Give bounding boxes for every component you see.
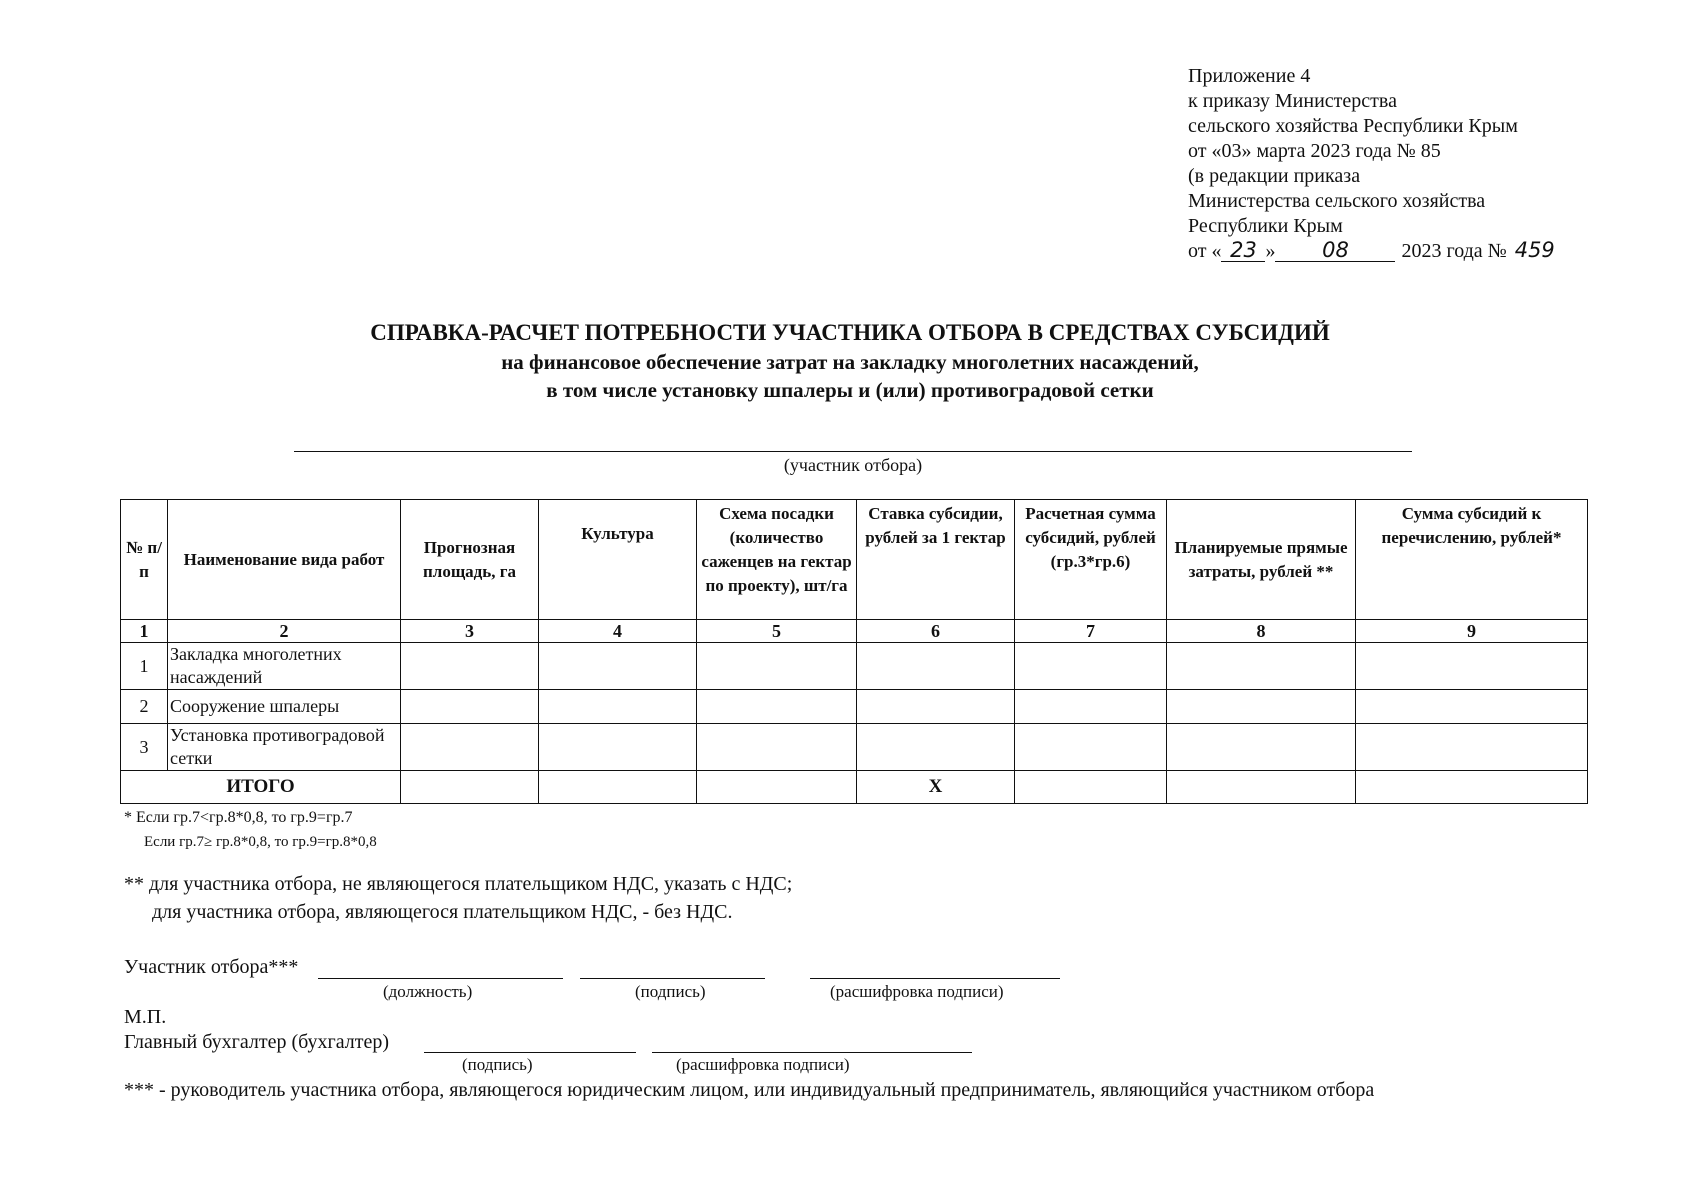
accountant-signature-label: Главный бухгалтер (бухгалтер) <box>124 1031 390 1053</box>
cell-calc-sum[interactable] <box>1015 643 1167 690</box>
total-area[interactable] <box>401 771 539 804</box>
annex-date-prefix: от « <box>1188 240 1222 262</box>
annex-line: к приказу Министерства <box>1188 90 1397 112</box>
handwritten-month: 08 <box>1275 239 1395 262</box>
position-field[interactable] <box>318 978 563 979</box>
total-rate-mark: Х <box>857 771 1015 804</box>
cell-transfer-sum[interactable] <box>1356 643 1588 690</box>
column-number: 9 <box>1356 620 1588 643</box>
cell-transfer-sum[interactable] <box>1356 690 1588 724</box>
accountant-decode-caption: (расшифровка подписи) <box>676 1055 850 1074</box>
signature-caption: (подпись) <box>635 982 706 1001</box>
table-row <box>121 643 1588 690</box>
cell-area[interactable] <box>401 690 539 724</box>
annex-date-line <box>1188 239 1563 264</box>
header-cell-transfer-sum: Сумма субсидий к перечислению, рублей* <box>1356 500 1588 620</box>
footnote-line: * Если гр.7<гр.8*0,8, то гр.9=гр.7 <box>124 809 353 826</box>
footnote-line: для участника отбора, являющегося плательщиком НДС, - без НДС. <box>152 901 733 923</box>
participant-signature-label: Участник отбора*** <box>124 956 299 978</box>
total-row <box>121 771 1588 804</box>
cell-culture[interactable] <box>539 724 697 771</box>
header-cell-num: № п/п <box>121 500 168 620</box>
cell-scheme[interactable] <box>697 643 857 690</box>
cell-calc-sum[interactable] <box>1015 724 1167 771</box>
total-scheme[interactable] <box>697 771 857 804</box>
title-line: СПРАВКА-РАСЧЕТ ПОТРЕБНОСТИ УЧАСТНИКА ОТБОРА В СРЕДСТВАХ СУБСИДИЙ <box>370 320 1330 345</box>
position-caption: (должность) <box>383 982 473 1001</box>
participant-underline <box>294 451 1412 452</box>
total-transfer-sum[interactable] <box>1356 771 1588 804</box>
total-label: ИТОГО <box>121 771 401 804</box>
header-cell-name: Наименование вида работ <box>168 500 401 620</box>
annex-line: от «03» марта 2023 года № 85 <box>1188 140 1441 162</box>
total-culture[interactable] <box>539 771 697 804</box>
cell-planned-costs[interactable] <box>1167 690 1356 724</box>
cell-culture[interactable] <box>539 643 697 690</box>
header-cell-culture: Культура <box>539 500 697 620</box>
annex-line: сельского хозяйства Республики Крым <box>1188 115 1518 137</box>
subtitle-line: на финансовое обеспечение затрат на закладку многолетних насаждений, <box>501 350 1199 374</box>
cell-area[interactable] <box>401 724 539 771</box>
table-row <box>121 690 1588 724</box>
signature-decode-caption: (расшифровка подписи) <box>830 982 1004 1001</box>
row-work-name: Закладка многолетних насаждений <box>168 643 401 690</box>
accountant-decode-field[interactable] <box>652 1052 972 1053</box>
signature-field[interactable] <box>580 978 765 979</box>
column-number: 5 <box>697 620 857 643</box>
column-number: 8 <box>1167 620 1356 643</box>
handwritten-number: 459 <box>1514 238 1555 262</box>
cell-rate[interactable] <box>857 690 1015 724</box>
participant-caption: (участник отбора) <box>783 455 923 475</box>
handwritten-day: 23 <box>1221 239 1265 262</box>
cell-planned-costs[interactable] <box>1167 643 1356 690</box>
cell-transfer-sum[interactable] <box>1356 724 1588 771</box>
cell-rate[interactable] <box>857 643 1015 690</box>
column-number-row <box>121 620 1588 643</box>
cell-culture[interactable] <box>539 690 697 724</box>
footnote-line: ** для участника отбора, не являющегося плательщиком НДС, указать с НДС; <box>124 873 793 895</box>
annex-year: 2023 года № <box>1401 240 1507 262</box>
cell-planned-costs[interactable] <box>1167 724 1356 771</box>
accountant-signature-field[interactable] <box>424 1052 636 1053</box>
cell-calc-sum[interactable] <box>1015 690 1167 724</box>
row-work-name: Сооружение шпалеры <box>168 690 401 724</box>
total-calc-sum[interactable] <box>1015 771 1167 804</box>
annex-line: Приложение 4 <box>1188 65 1311 87</box>
row-work-name: Установка противоградовой сетки <box>168 724 401 771</box>
document-title <box>0 318 1700 404</box>
column-number: 1 <box>121 620 168 643</box>
header-cell-scheme: Схема посадки (количество саженцев на гектар по проекту), шт/га <box>697 500 857 620</box>
table-header-row <box>121 500 1588 620</box>
accountant-signature-caption: (подпись) <box>462 1055 533 1074</box>
row-number: 1 <box>121 643 168 690</box>
column-number: 4 <box>539 620 697 643</box>
signature-decode-field[interactable] <box>810 978 1060 979</box>
header-cell-planned-costs: Планируемые прямые затраты, рублей ** <box>1167 500 1356 620</box>
column-number: 3 <box>401 620 539 643</box>
header-cell-calc-sum: Расчетная сумма субсидий, рублей (гр.3*гр.6) <box>1015 500 1167 620</box>
footnote-single-star <box>124 806 377 854</box>
subtitle-line: в том числе установку шпалеры и (или) противоградовой сетки <box>546 378 1154 402</box>
table-row <box>121 724 1588 771</box>
annex-line: Республики Крым <box>1188 215 1343 237</box>
total-planned-costs[interactable] <box>1167 771 1356 804</box>
footnote-double-star <box>124 870 792 926</box>
stamp-place: М.П. <box>124 1006 167 1028</box>
footnote-line: Если гр.7≥ гр.8*0,8, то гр.9=гр.8*0,8 <box>144 834 377 850</box>
header-cell-rate: Ставка субсидии, рублей за 1 гектар <box>857 500 1015 620</box>
annex-quote-close: » <box>1265 240 1276 262</box>
calculation-table <box>120 499 1588 804</box>
cell-rate[interactable] <box>857 724 1015 771</box>
footnote-triple-star: *** - руководитель участника отбора, являющегося юридическим лицом, или индивидуальный предприниматель, являющийся участником отбора <box>124 1079 1375 1101</box>
cell-area[interactable] <box>401 643 539 690</box>
cell-scheme[interactable] <box>697 690 857 724</box>
cell-scheme[interactable] <box>697 724 857 771</box>
column-number: 7 <box>1015 620 1167 643</box>
header-cell-area: Прогнозная площадь, га <box>401 500 539 620</box>
row-number: 3 <box>121 724 168 771</box>
annex-line: (в редакции приказа <box>1188 165 1361 187</box>
column-number: 6 <box>857 620 1015 643</box>
column-number: 2 <box>168 620 401 643</box>
annex-line: Министерства сельского хозяйства <box>1188 190 1486 212</box>
row-number: 2 <box>121 690 168 724</box>
annex-block <box>1188 64 1563 264</box>
